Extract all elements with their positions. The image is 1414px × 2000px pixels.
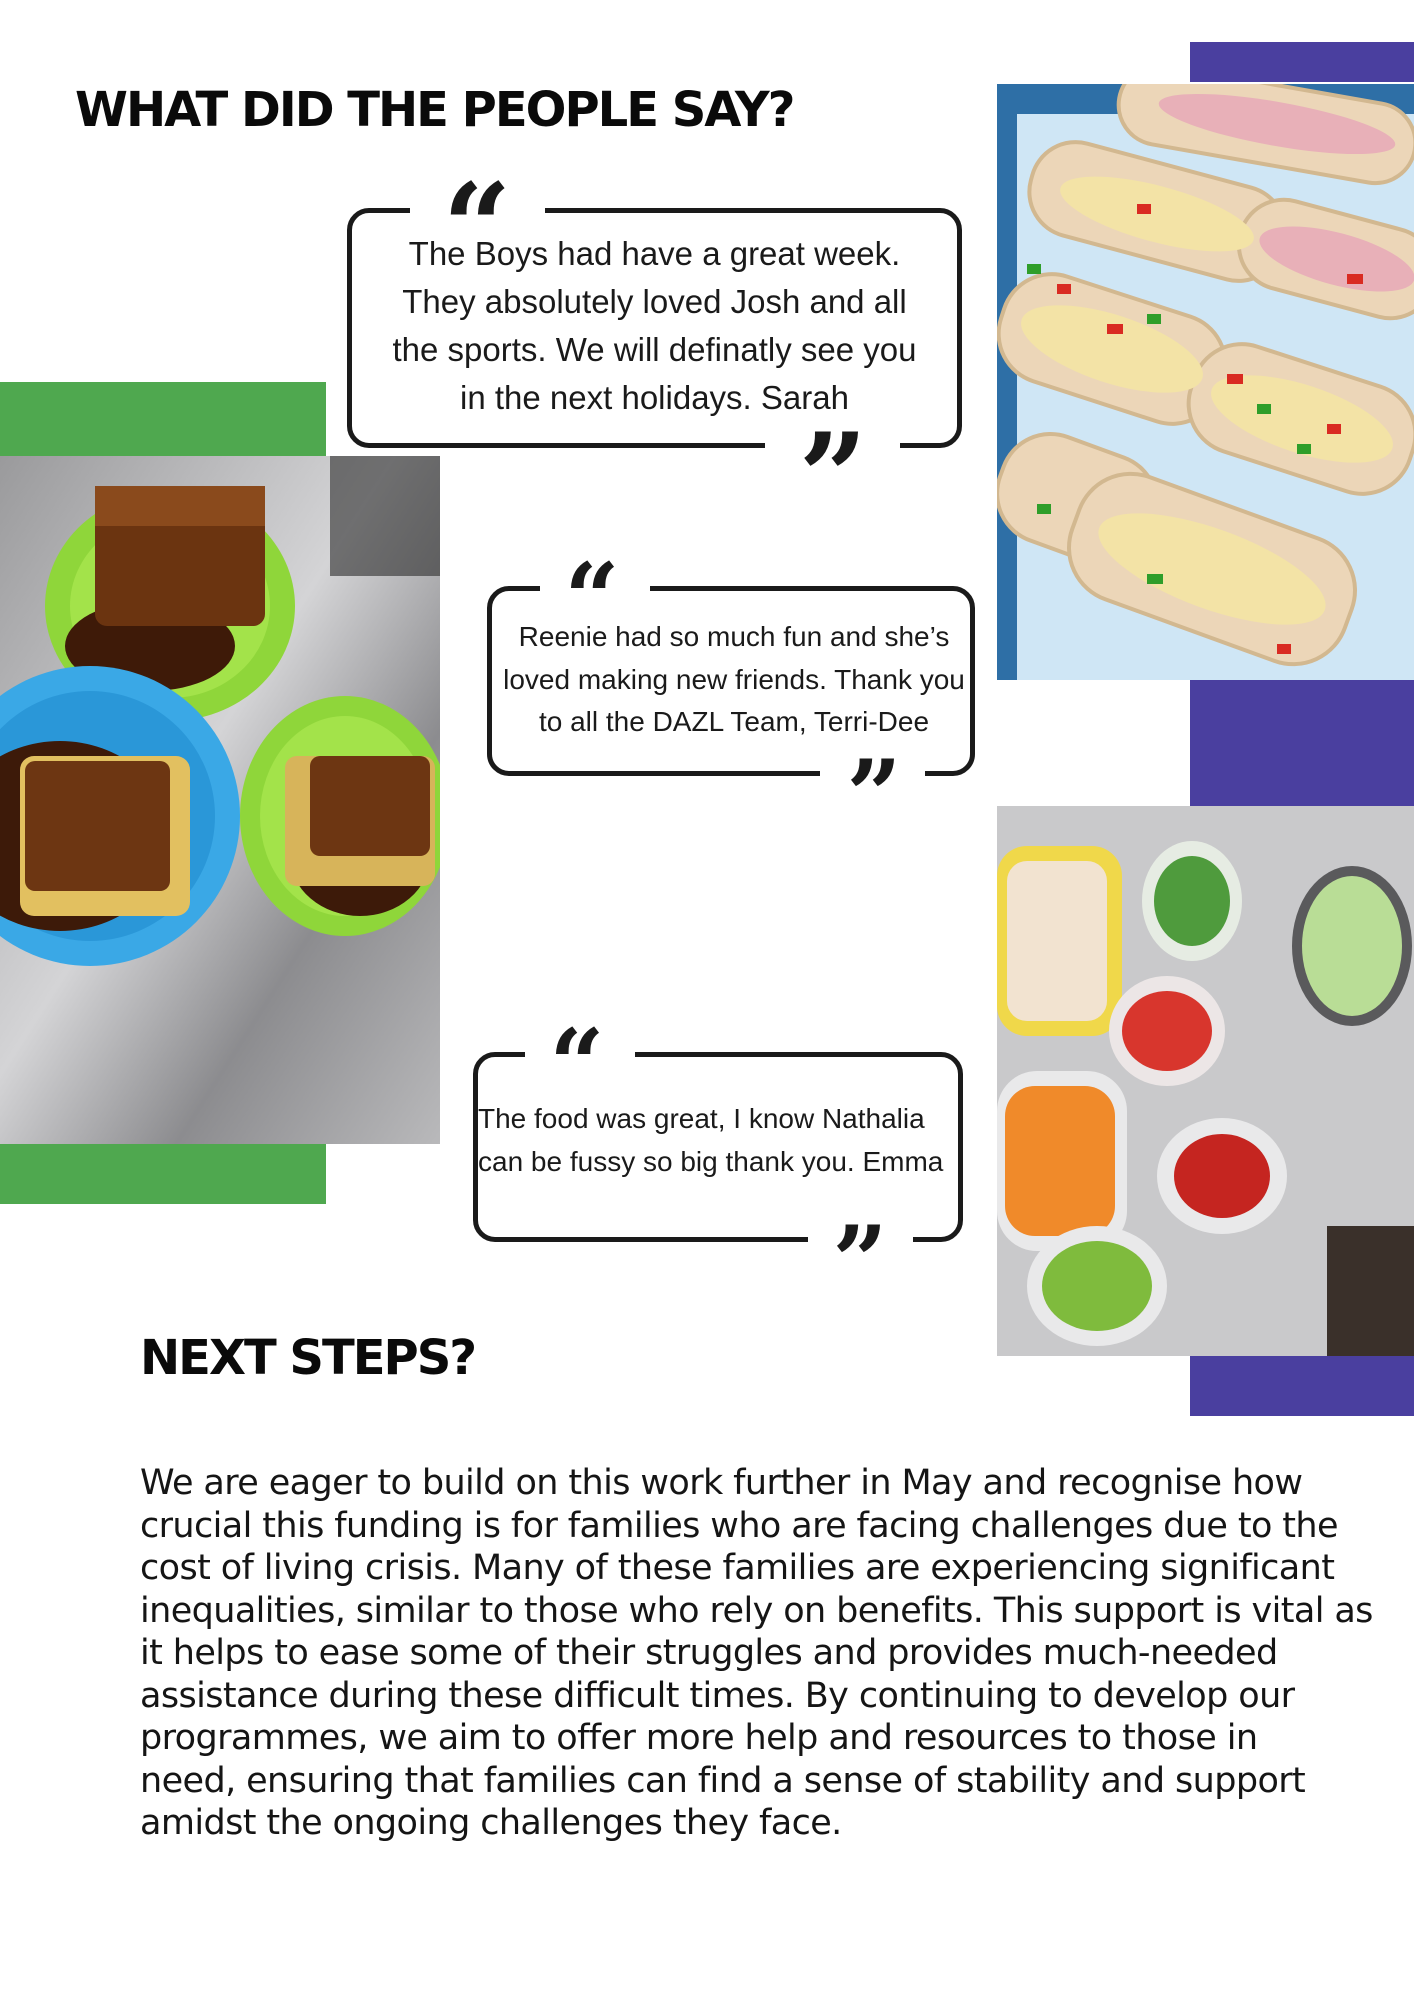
cottage-pie-image: [0, 456, 440, 1144]
testimonial-text-2: [494, 616, 974, 744]
next-steps-paragraph: [140, 1462, 1373, 1845]
testimonial-3-line: can be fussy so big thank you. Emma: [478, 1145, 944, 1177]
baguettes-image: [997, 84, 1414, 680]
testimonial-text-3: [478, 1098, 944, 1183]
testimonial-1-line: the sports. We will definatly see you: [392, 331, 917, 368]
close-quote-icon: ”: [798, 407, 868, 548]
paragraph-line: assistance during these difficult times. By continuing to develop our: [140, 1675, 1295, 1716]
paragraph-line: We are eager to build on this work further in May and recognise how: [140, 1463, 1303, 1503]
testimonial-1-line: The Boys had have a great week.: [408, 235, 901, 272]
open-quote-icon: “: [442, 157, 512, 298]
close-quote-icon: ”: [846, 739, 902, 852]
section-heading-next-steps: NEXT STEPS?: [140, 1330, 476, 1386]
close-quote-icon: ”: [832, 1205, 888, 1318]
section-heading-people-say: WHAT DID THE PEOPLE SAY?: [75, 82, 794, 138]
paragraph-line: it helps to ease some of their struggles and provides much-needed: [140, 1633, 1278, 1673]
testimonial-2-line: to all the DAZL Team, Terri-Dee: [538, 706, 930, 737]
testimonial-1-line: They absolutely loved Josh and all: [402, 283, 907, 320]
testimonial-text-1: [357, 230, 952, 422]
testimonial-2-line: Reenie had so much fun and she’s: [518, 621, 950, 652]
photo-cottage-pie-plates: [0, 456, 440, 1144]
testimonial-2-line: loved making new friends. Thank you: [503, 663, 965, 695]
open-quote-icon: “: [549, 1008, 605, 1121]
paragraph-line: crucial this funding is for families who are facing challenges due to the: [140, 1505, 1338, 1546]
testimonial-1-line: in the next holidays. Sarah: [460, 379, 849, 416]
open-quote-icon: “: [564, 542, 620, 655]
paragraph-line: inequalities, similar to those who rely on benefits. This support is vital as: [140, 1590, 1373, 1631]
purple-accent-block-middle: [1190, 678, 1414, 806]
paragraph-line: cost of living crisis. Many of these families are experiencing significant: [140, 1548, 1335, 1588]
photo-snack-platter: [997, 806, 1414, 1356]
green-accent-block-top: [0, 382, 326, 462]
paragraph-line: amidst the ongoing challenges they face.: [140, 1803, 842, 1843]
paragraph-line: need, ensuring that families can find a sense of stability and support: [140, 1760, 1306, 1801]
snack-platter-image: [997, 806, 1414, 1356]
paragraph-line: programmes, we aim to offer more help and resources to those in: [140, 1718, 1258, 1758]
purple-accent-block-top: [1190, 42, 1414, 82]
purple-accent-block-bottom: [1190, 1356, 1414, 1416]
testimonial-3-line: The food was great, I know Nathalia: [478, 1103, 925, 1134]
green-accent-block-bottom: [0, 1140, 326, 1204]
photo-baguette-sandwiches: [997, 84, 1414, 680]
